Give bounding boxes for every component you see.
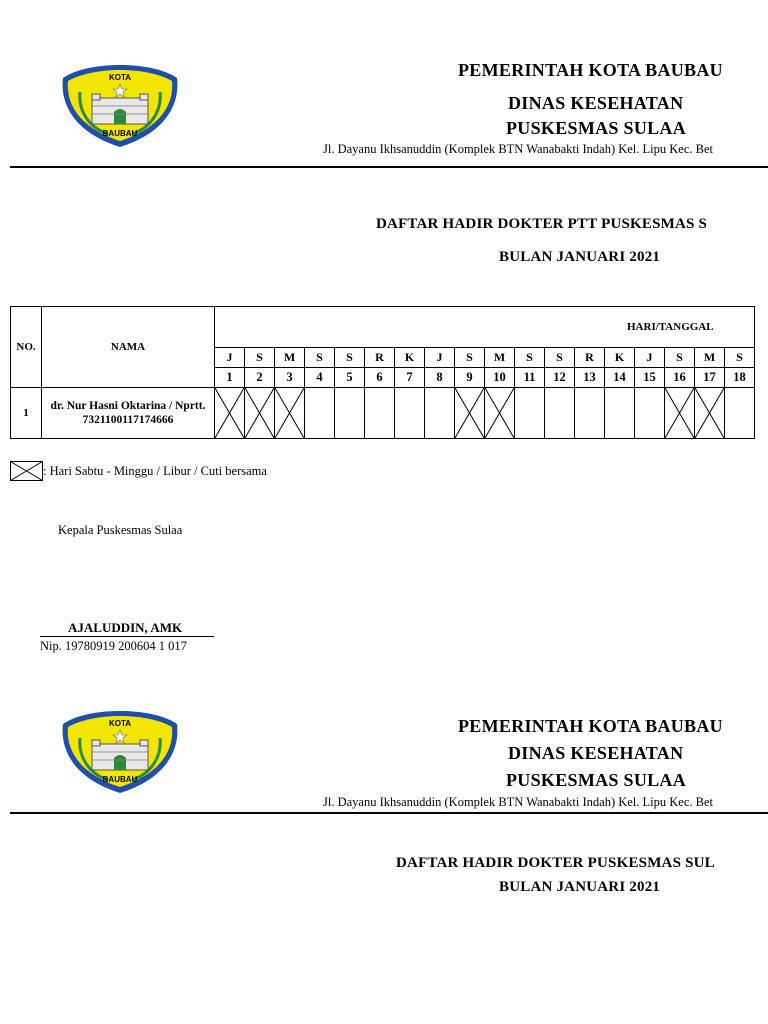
day-letter-cell: K xyxy=(395,348,425,368)
day-cell xyxy=(395,388,425,439)
day-cell xyxy=(425,388,455,439)
day-letter-cell: J xyxy=(425,348,455,368)
date-cell: 5 xyxy=(335,368,365,388)
legend-text: : Hari Sabtu - Minggu / Libur / Cuti bersama xyxy=(43,464,267,478)
cross-mark-icon xyxy=(695,388,724,438)
day-letter-cell: M xyxy=(485,348,515,368)
logo-2-text-bottom: BAUBAU xyxy=(102,775,138,784)
day-cell xyxy=(515,388,545,439)
attendance-table xyxy=(10,306,755,439)
date-cell: 10 xyxy=(485,368,515,388)
row-name-cell xyxy=(42,388,215,439)
date-cell: 17 xyxy=(695,368,725,388)
day-letter-cell: S xyxy=(455,348,485,368)
date-cell: 1 xyxy=(215,368,245,388)
attendance-2-month: BULAN JANUARI 2021 xyxy=(499,879,661,895)
day-letter-cell: J xyxy=(215,348,245,368)
day-letter-cell: S xyxy=(245,348,275,368)
cross-legend-icon xyxy=(10,461,43,481)
day-letter-cell: K xyxy=(605,348,635,368)
day-letter-cell: S xyxy=(725,348,755,368)
logo-text-bottom: BAUBAU xyxy=(102,129,138,138)
day-letter-cell: R xyxy=(365,348,395,368)
date-cell: 2 xyxy=(245,368,275,388)
date-cell: 13 xyxy=(575,368,605,388)
crossed-day-cell xyxy=(455,388,485,439)
day-cell xyxy=(545,388,575,439)
date-cell: 15 xyxy=(635,368,665,388)
day-letter-cell: M xyxy=(275,348,305,368)
day-cell xyxy=(575,388,605,439)
column-header-days: HARI/TANGGAL xyxy=(215,307,755,348)
row-number: 1 xyxy=(11,388,42,439)
signature-role: Kepala Puskesmas Sulaa xyxy=(58,523,183,537)
date-cell: 18 xyxy=(725,368,755,388)
day-letter-cell: S xyxy=(335,348,365,368)
table-header-row xyxy=(11,307,755,348)
day-letter-cell: S xyxy=(305,348,335,368)
day-cell xyxy=(305,388,335,439)
logo-text-top: KOTA xyxy=(108,73,132,82)
header-2-gov: PEMERINTAH KOTA BAUBAU xyxy=(458,716,723,736)
day-letter-cell: S xyxy=(545,348,575,368)
crossed-day-cell xyxy=(245,388,275,439)
date-cell: 11 xyxy=(515,368,545,388)
attendance-month: BULAN JANUARI 2021 xyxy=(499,249,661,265)
date-cell: 3 xyxy=(275,368,305,388)
signature-nip: Nip. 19780919 200604 1 017 xyxy=(40,639,187,653)
header-address: Jl. Dayanu Ikhsanuddin (Komplek BTN Wanabakti Indah) Kel. Lipu Kec. Bet xyxy=(323,142,713,156)
crossed-day-cell xyxy=(485,388,515,439)
date-cell: 9 xyxy=(455,368,485,388)
cross-mark-icon xyxy=(665,388,694,438)
crossed-day-cell xyxy=(665,388,695,439)
attendance-2-title: DAFTAR HADIR DOKTER PUSKESMAS SUL xyxy=(396,855,715,871)
date-cell: 4 xyxy=(305,368,335,388)
cross-mark-icon xyxy=(245,388,274,438)
date-cell: 16 xyxy=(665,368,695,388)
day-cell xyxy=(635,388,665,439)
crossed-day-cell xyxy=(695,388,725,439)
day-letter-cell: R xyxy=(575,348,605,368)
table-row xyxy=(11,388,755,439)
header-unit: PUSKESMAS SULAA xyxy=(506,118,687,138)
kota-baubau-logo xyxy=(58,62,182,150)
day-cell xyxy=(335,388,365,439)
day-cell xyxy=(605,388,635,439)
header-2-unit: PUSKESMAS SULAA xyxy=(506,770,687,790)
doctor-name: dr. Nur Hasni Oktarina / Nprtt. xyxy=(50,400,206,412)
day-letter-cell: M xyxy=(695,348,725,368)
column-header-no: NO. xyxy=(11,307,42,388)
logo-2-text-top: KOTA xyxy=(108,719,132,728)
day-letter-cell: J xyxy=(635,348,665,368)
cross-mark-icon xyxy=(275,388,304,438)
date-cell: 6 xyxy=(365,368,395,388)
date-cell: 12 xyxy=(545,368,575,388)
day-letter-cell: S xyxy=(515,348,545,368)
header-2-address: Jl. Dayanu Ikhsanuddin (Komplek BTN Wanabakti Indah) Kel. Lipu Kec. Bet xyxy=(323,795,713,809)
date-cell: 7 xyxy=(395,368,425,388)
cross-mark-icon xyxy=(485,388,514,438)
cross-mark-icon xyxy=(455,388,484,438)
kota-baubau-logo-2 xyxy=(58,708,182,796)
crossed-day-cell xyxy=(275,388,305,439)
header-rule xyxy=(10,166,768,168)
header-2-dept: DINAS KESEHATAN xyxy=(508,743,684,763)
date-cell: 14 xyxy=(605,368,635,388)
date-cell: 8 xyxy=(425,368,455,388)
header-gov: PEMERINTAH KOTA BAUBAU xyxy=(458,60,723,80)
crossed-day-cell xyxy=(215,388,245,439)
header-2-rule xyxy=(10,812,768,814)
header-dept: DINAS KESEHATAN xyxy=(508,93,684,113)
day-cell xyxy=(365,388,395,439)
signature-name: AJALUDDIN, AMK xyxy=(68,620,183,635)
doctor-id: 7321100117174666 xyxy=(82,414,174,426)
attendance-title: DAFTAR HADIR DOKTER PTT PUSKESMAS S xyxy=(376,216,708,232)
column-header-name: NAMA xyxy=(42,307,215,388)
cross-mark-icon xyxy=(215,388,244,438)
signature-underline xyxy=(40,636,214,637)
day-cell xyxy=(725,388,755,439)
day-letter-cell: S xyxy=(665,348,695,368)
